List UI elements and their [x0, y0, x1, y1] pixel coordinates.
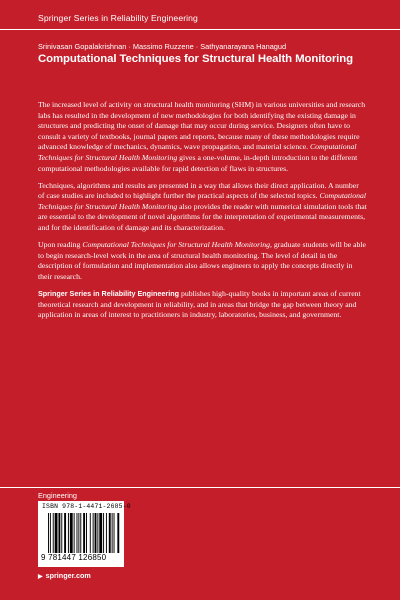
isbn: ISBN 978-1-4471-2685-0: [42, 503, 131, 510]
arrow-icon: ▶: [38, 574, 43, 580]
blurb: [38, 100, 367, 327]
blurb-paragraph-2: Techniques, algorithms and results are presented in a way that allows their direct application. A number of case studies are included to highlight further the practical aspects of the selected topics. Computational Techniques for Structural Health Monitoring also provides the reader with numerical simulation tools that are essential to the development of novel algorithms for the interpretation of experimental measurements, and for the identification of damage and its characterization.: [38, 180, 367, 233]
book-title-italic: Computational Techniques for Structural Health Monitoring: [38, 142, 357, 162]
subject-category: Engineering: [38, 491, 77, 500]
bottom-divider: [0, 487, 400, 488]
book-title: Computational Techniques for Structural Health Monitoring: [38, 53, 353, 65]
series-description: Springer Series in Reliability Engineering publishes high-quality books in important areas of current theoretical research and development in reliability, and in areas that bridge the gap between theory and application in areas of interest to practitioners in industry, laboratories, business, and government.: [38, 289, 361, 320]
top-divider: [0, 29, 400, 30]
publisher-website[interactable]: ▶ springer.com: [38, 571, 91, 580]
book-title-italic: Computational Techniques for Structural Health Monitoring: [82, 240, 270, 250]
barcode-panel: [38, 501, 131, 567]
series-name: Springer Series in Reliability Engineering: [38, 13, 198, 23]
book-title-italic: Computational Techniques for Structural Health Monitoring: [38, 191, 366, 211]
series-name-bold: Springer Series in Reliability Engineering: [38, 289, 179, 298]
barcode: [48, 513, 120, 553]
barcode-number: 9 781447 126850: [41, 553, 107, 562]
blurb-paragraph-3: Upon reading Computational Techniques for Structural Health Monitoring, graduate students will be able to begin research-level work in the area of structural health monitoring. The level of detail in the description of formulation and implementation also allows engineers to apply the concepts directly in their research.: [38, 240, 366, 281]
authors: Srinivasan Gopalakrishnan · Massimo Ruzzene · Sathyanarayana Hanagud: [38, 42, 287, 51]
blurb-paragraph-1: The increased level of activity on structural health monitoring (SHM) in various universities and research labs has resulted in the development of new methodologies for both identifying the existing damage in structures and predicting the onset of damage that may occur during service. Designers often have to consult a variety of textbooks, journal papers and reports, because many of these methodologies require advanced knowledge of mechanics, dynamics, wave propagation, and material science. Computational Techniques for Structural Health Monitoring gives a one-volume, in-depth introduction to the different computational methodologies available for rapid detection of flaws in structures.: [38, 100, 366, 173]
